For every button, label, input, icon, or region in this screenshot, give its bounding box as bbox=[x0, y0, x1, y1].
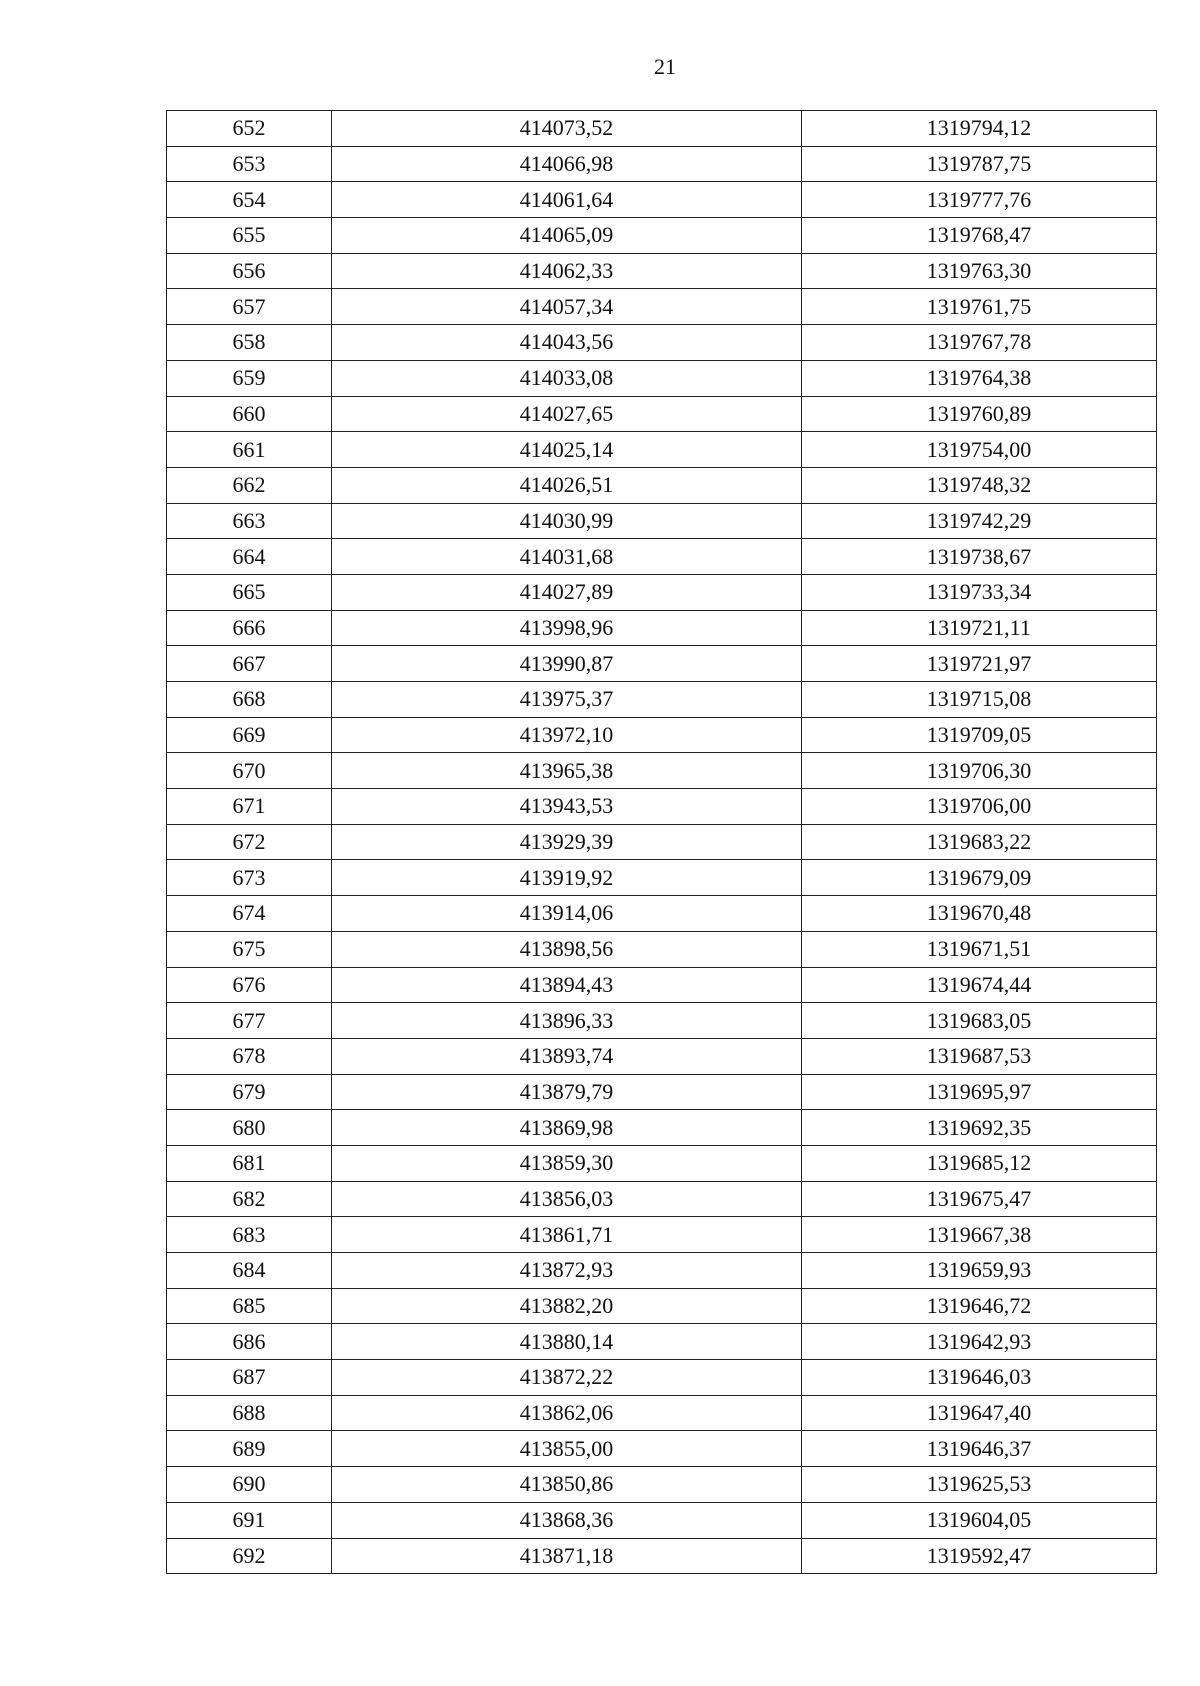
table-row bbox=[167, 253, 1157, 289]
y-coordinate-cell: 1319709,05 bbox=[802, 717, 1157, 753]
point-number-cell: 660 bbox=[167, 396, 332, 432]
x-coordinate-cell: 413855,00 bbox=[332, 1431, 802, 1467]
x-coordinate-cell: 413998,96 bbox=[332, 610, 802, 646]
y-coordinate-cell: 1319748,32 bbox=[802, 467, 1157, 503]
table-row bbox=[167, 1324, 1157, 1360]
x-coordinate-cell: 413879,79 bbox=[332, 1074, 802, 1110]
x-coordinate-cell: 413872,22 bbox=[332, 1360, 802, 1396]
y-coordinate-cell: 1319721,11 bbox=[802, 610, 1157, 646]
table-row bbox=[167, 146, 1157, 182]
y-coordinate-cell: 1319760,89 bbox=[802, 396, 1157, 432]
table-row bbox=[167, 1145, 1157, 1181]
x-coordinate-cell: 413965,38 bbox=[332, 753, 802, 789]
y-coordinate-cell: 1319667,38 bbox=[802, 1217, 1157, 1253]
x-coordinate-cell: 413929,39 bbox=[332, 824, 802, 860]
table-row bbox=[167, 931, 1157, 967]
y-coordinate-cell: 1319687,53 bbox=[802, 1038, 1157, 1074]
x-coordinate-cell: 414026,51 bbox=[332, 467, 802, 503]
point-number-cell: 680 bbox=[167, 1110, 332, 1146]
table-row bbox=[167, 1217, 1157, 1253]
y-coordinate-cell: 1319733,34 bbox=[802, 574, 1157, 610]
point-number-cell: 668 bbox=[167, 682, 332, 718]
point-number-cell: 667 bbox=[167, 646, 332, 682]
x-coordinate-cell: 413859,30 bbox=[332, 1145, 802, 1181]
y-coordinate-cell: 1319646,03 bbox=[802, 1360, 1157, 1396]
point-number-cell: 675 bbox=[167, 931, 332, 967]
point-number-cell: 691 bbox=[167, 1502, 332, 1538]
point-number-cell: 686 bbox=[167, 1324, 332, 1360]
table-row bbox=[167, 182, 1157, 218]
x-coordinate-cell: 414057,34 bbox=[332, 289, 802, 325]
x-coordinate-cell: 414025,14 bbox=[332, 432, 802, 468]
table-row bbox=[167, 360, 1157, 396]
table-row bbox=[167, 325, 1157, 361]
point-number-cell: 672 bbox=[167, 824, 332, 860]
table-row bbox=[167, 717, 1157, 753]
x-coordinate-cell: 414027,89 bbox=[332, 574, 802, 610]
x-coordinate-cell: 413894,43 bbox=[332, 967, 802, 1003]
point-number-cell: 687 bbox=[167, 1360, 332, 1396]
y-coordinate-cell: 1319742,29 bbox=[802, 503, 1157, 539]
x-coordinate-cell: 414066,98 bbox=[332, 146, 802, 182]
y-coordinate-cell: 1319671,51 bbox=[802, 931, 1157, 967]
y-coordinate-cell: 1319675,47 bbox=[802, 1181, 1157, 1217]
point-number-cell: 652 bbox=[167, 111, 332, 147]
y-coordinate-cell: 1319625,53 bbox=[802, 1467, 1157, 1503]
y-coordinate-cell: 1319670,48 bbox=[802, 896, 1157, 932]
table-row bbox=[167, 467, 1157, 503]
y-coordinate-cell: 1319685,12 bbox=[802, 1145, 1157, 1181]
x-coordinate-cell: 414065,09 bbox=[332, 218, 802, 254]
table-row bbox=[167, 1538, 1157, 1574]
table-row bbox=[167, 111, 1157, 147]
y-coordinate-cell: 1319787,75 bbox=[802, 146, 1157, 182]
point-number-cell: 678 bbox=[167, 1038, 332, 1074]
table-row bbox=[167, 289, 1157, 325]
y-coordinate-cell: 1319721,97 bbox=[802, 646, 1157, 682]
x-coordinate-cell: 413943,53 bbox=[332, 789, 802, 825]
point-number-cell: 661 bbox=[167, 432, 332, 468]
table-row bbox=[167, 1253, 1157, 1289]
y-coordinate-cell: 1319754,00 bbox=[802, 432, 1157, 468]
point-number-cell: 665 bbox=[167, 574, 332, 610]
table-row bbox=[167, 860, 1157, 896]
x-coordinate-cell: 414073,52 bbox=[332, 111, 802, 147]
y-coordinate-cell: 1319768,47 bbox=[802, 218, 1157, 254]
point-number-cell: 692 bbox=[167, 1538, 332, 1574]
x-coordinate-cell: 413872,93 bbox=[332, 1253, 802, 1289]
x-coordinate-cell: 414043,56 bbox=[332, 325, 802, 361]
point-number-cell: 679 bbox=[167, 1074, 332, 1110]
x-coordinate-cell: 414033,08 bbox=[332, 360, 802, 396]
x-coordinate-cell: 413896,33 bbox=[332, 1003, 802, 1039]
x-coordinate-cell: 413868,36 bbox=[332, 1502, 802, 1538]
point-number-cell: 666 bbox=[167, 610, 332, 646]
y-coordinate-cell: 1319738,67 bbox=[802, 539, 1157, 575]
table-row bbox=[167, 610, 1157, 646]
table-row bbox=[167, 1502, 1157, 1538]
table-row bbox=[167, 396, 1157, 432]
y-coordinate-cell: 1319659,93 bbox=[802, 1253, 1157, 1289]
y-coordinate-cell: 1319592,47 bbox=[802, 1538, 1157, 1574]
point-number-cell: 677 bbox=[167, 1003, 332, 1039]
table-row bbox=[167, 1431, 1157, 1467]
table-row bbox=[167, 896, 1157, 932]
point-number-cell: 658 bbox=[167, 325, 332, 361]
y-coordinate-cell: 1319692,35 bbox=[802, 1110, 1157, 1146]
page-number: 21 bbox=[654, 54, 676, 79]
point-number-cell: 662 bbox=[167, 467, 332, 503]
table-row bbox=[167, 1003, 1157, 1039]
y-coordinate-cell: 1319674,44 bbox=[802, 967, 1157, 1003]
coordinates-table bbox=[166, 110, 1157, 1574]
x-coordinate-cell: 413919,92 bbox=[332, 860, 802, 896]
table-row bbox=[167, 967, 1157, 1003]
x-coordinate-cell: 413856,03 bbox=[332, 1181, 802, 1217]
point-number-cell: 688 bbox=[167, 1395, 332, 1431]
point-number-cell: 663 bbox=[167, 503, 332, 539]
x-coordinate-cell: 413850,86 bbox=[332, 1467, 802, 1503]
x-coordinate-cell: 413882,20 bbox=[332, 1288, 802, 1324]
x-coordinate-cell: 413898,56 bbox=[332, 931, 802, 967]
point-number-cell: 684 bbox=[167, 1253, 332, 1289]
x-coordinate-cell: 414061,64 bbox=[332, 182, 802, 218]
table-row bbox=[167, 503, 1157, 539]
table-row bbox=[167, 1395, 1157, 1431]
point-number-cell: 674 bbox=[167, 896, 332, 932]
table-row bbox=[167, 1288, 1157, 1324]
coordinates-table-body bbox=[167, 111, 1157, 1574]
y-coordinate-cell: 1319761,75 bbox=[802, 289, 1157, 325]
y-coordinate-cell: 1319764,38 bbox=[802, 360, 1157, 396]
table-row bbox=[167, 218, 1157, 254]
point-number-cell: 690 bbox=[167, 1467, 332, 1503]
table-row bbox=[167, 432, 1157, 468]
table-row bbox=[167, 1181, 1157, 1217]
point-number-cell: 673 bbox=[167, 860, 332, 896]
point-number-cell: 682 bbox=[167, 1181, 332, 1217]
y-coordinate-cell: 1319695,97 bbox=[802, 1074, 1157, 1110]
point-number-cell: 655 bbox=[167, 218, 332, 254]
point-number-cell: 676 bbox=[167, 967, 332, 1003]
point-number-cell: 683 bbox=[167, 1217, 332, 1253]
table-row bbox=[167, 1110, 1157, 1146]
point-number-cell: 656 bbox=[167, 253, 332, 289]
x-coordinate-cell: 414030,99 bbox=[332, 503, 802, 539]
table-row bbox=[167, 1360, 1157, 1396]
x-coordinate-cell: 413893,74 bbox=[332, 1038, 802, 1074]
table-row bbox=[167, 753, 1157, 789]
x-coordinate-cell: 413972,10 bbox=[332, 717, 802, 753]
x-coordinate-cell: 414031,68 bbox=[332, 539, 802, 575]
x-coordinate-cell: 413975,37 bbox=[332, 682, 802, 718]
y-coordinate-cell: 1319683,22 bbox=[802, 824, 1157, 860]
x-coordinate-cell: 413862,06 bbox=[332, 1395, 802, 1431]
x-coordinate-cell: 414027,65 bbox=[332, 396, 802, 432]
point-number-cell: 653 bbox=[167, 146, 332, 182]
y-coordinate-cell: 1319683,05 bbox=[802, 1003, 1157, 1039]
table-row bbox=[167, 1038, 1157, 1074]
y-coordinate-cell: 1319647,40 bbox=[802, 1395, 1157, 1431]
table-row bbox=[167, 1074, 1157, 1110]
point-number-cell: 689 bbox=[167, 1431, 332, 1467]
y-coordinate-cell: 1319706,30 bbox=[802, 753, 1157, 789]
x-coordinate-cell: 414062,33 bbox=[332, 253, 802, 289]
point-number-cell: 654 bbox=[167, 182, 332, 218]
x-coordinate-cell: 413914,06 bbox=[332, 896, 802, 932]
point-number-cell: 685 bbox=[167, 1288, 332, 1324]
x-coordinate-cell: 413861,71 bbox=[332, 1217, 802, 1253]
y-coordinate-cell: 1319767,78 bbox=[802, 325, 1157, 361]
table-row bbox=[167, 824, 1157, 860]
y-coordinate-cell: 1319604,05 bbox=[802, 1502, 1157, 1538]
y-coordinate-cell: 1319646,72 bbox=[802, 1288, 1157, 1324]
point-number-cell: 681 bbox=[167, 1145, 332, 1181]
table-row bbox=[167, 539, 1157, 575]
point-number-cell: 670 bbox=[167, 753, 332, 789]
table-row bbox=[167, 789, 1157, 825]
table-row bbox=[167, 1467, 1157, 1503]
x-coordinate-cell: 413871,18 bbox=[332, 1538, 802, 1574]
x-coordinate-cell: 413990,87 bbox=[332, 646, 802, 682]
y-coordinate-cell: 1319706,00 bbox=[802, 789, 1157, 825]
table-row bbox=[167, 646, 1157, 682]
point-number-cell: 664 bbox=[167, 539, 332, 575]
y-coordinate-cell: 1319794,12 bbox=[802, 111, 1157, 147]
y-coordinate-cell: 1319642,93 bbox=[802, 1324, 1157, 1360]
x-coordinate-cell: 413880,14 bbox=[332, 1324, 802, 1360]
y-coordinate-cell: 1319646,37 bbox=[802, 1431, 1157, 1467]
point-number-cell: 669 bbox=[167, 717, 332, 753]
y-coordinate-cell: 1319715,08 bbox=[802, 682, 1157, 718]
point-number-cell: 671 bbox=[167, 789, 332, 825]
y-coordinate-cell: 1319763,30 bbox=[802, 253, 1157, 289]
point-number-cell: 657 bbox=[167, 289, 332, 325]
x-coordinate-cell: 413869,98 bbox=[332, 1110, 802, 1146]
table-row bbox=[167, 574, 1157, 610]
y-coordinate-cell: 1319777,76 bbox=[802, 182, 1157, 218]
y-coordinate-cell: 1319679,09 bbox=[802, 860, 1157, 896]
point-number-cell: 659 bbox=[167, 360, 332, 396]
table-row bbox=[167, 682, 1157, 718]
